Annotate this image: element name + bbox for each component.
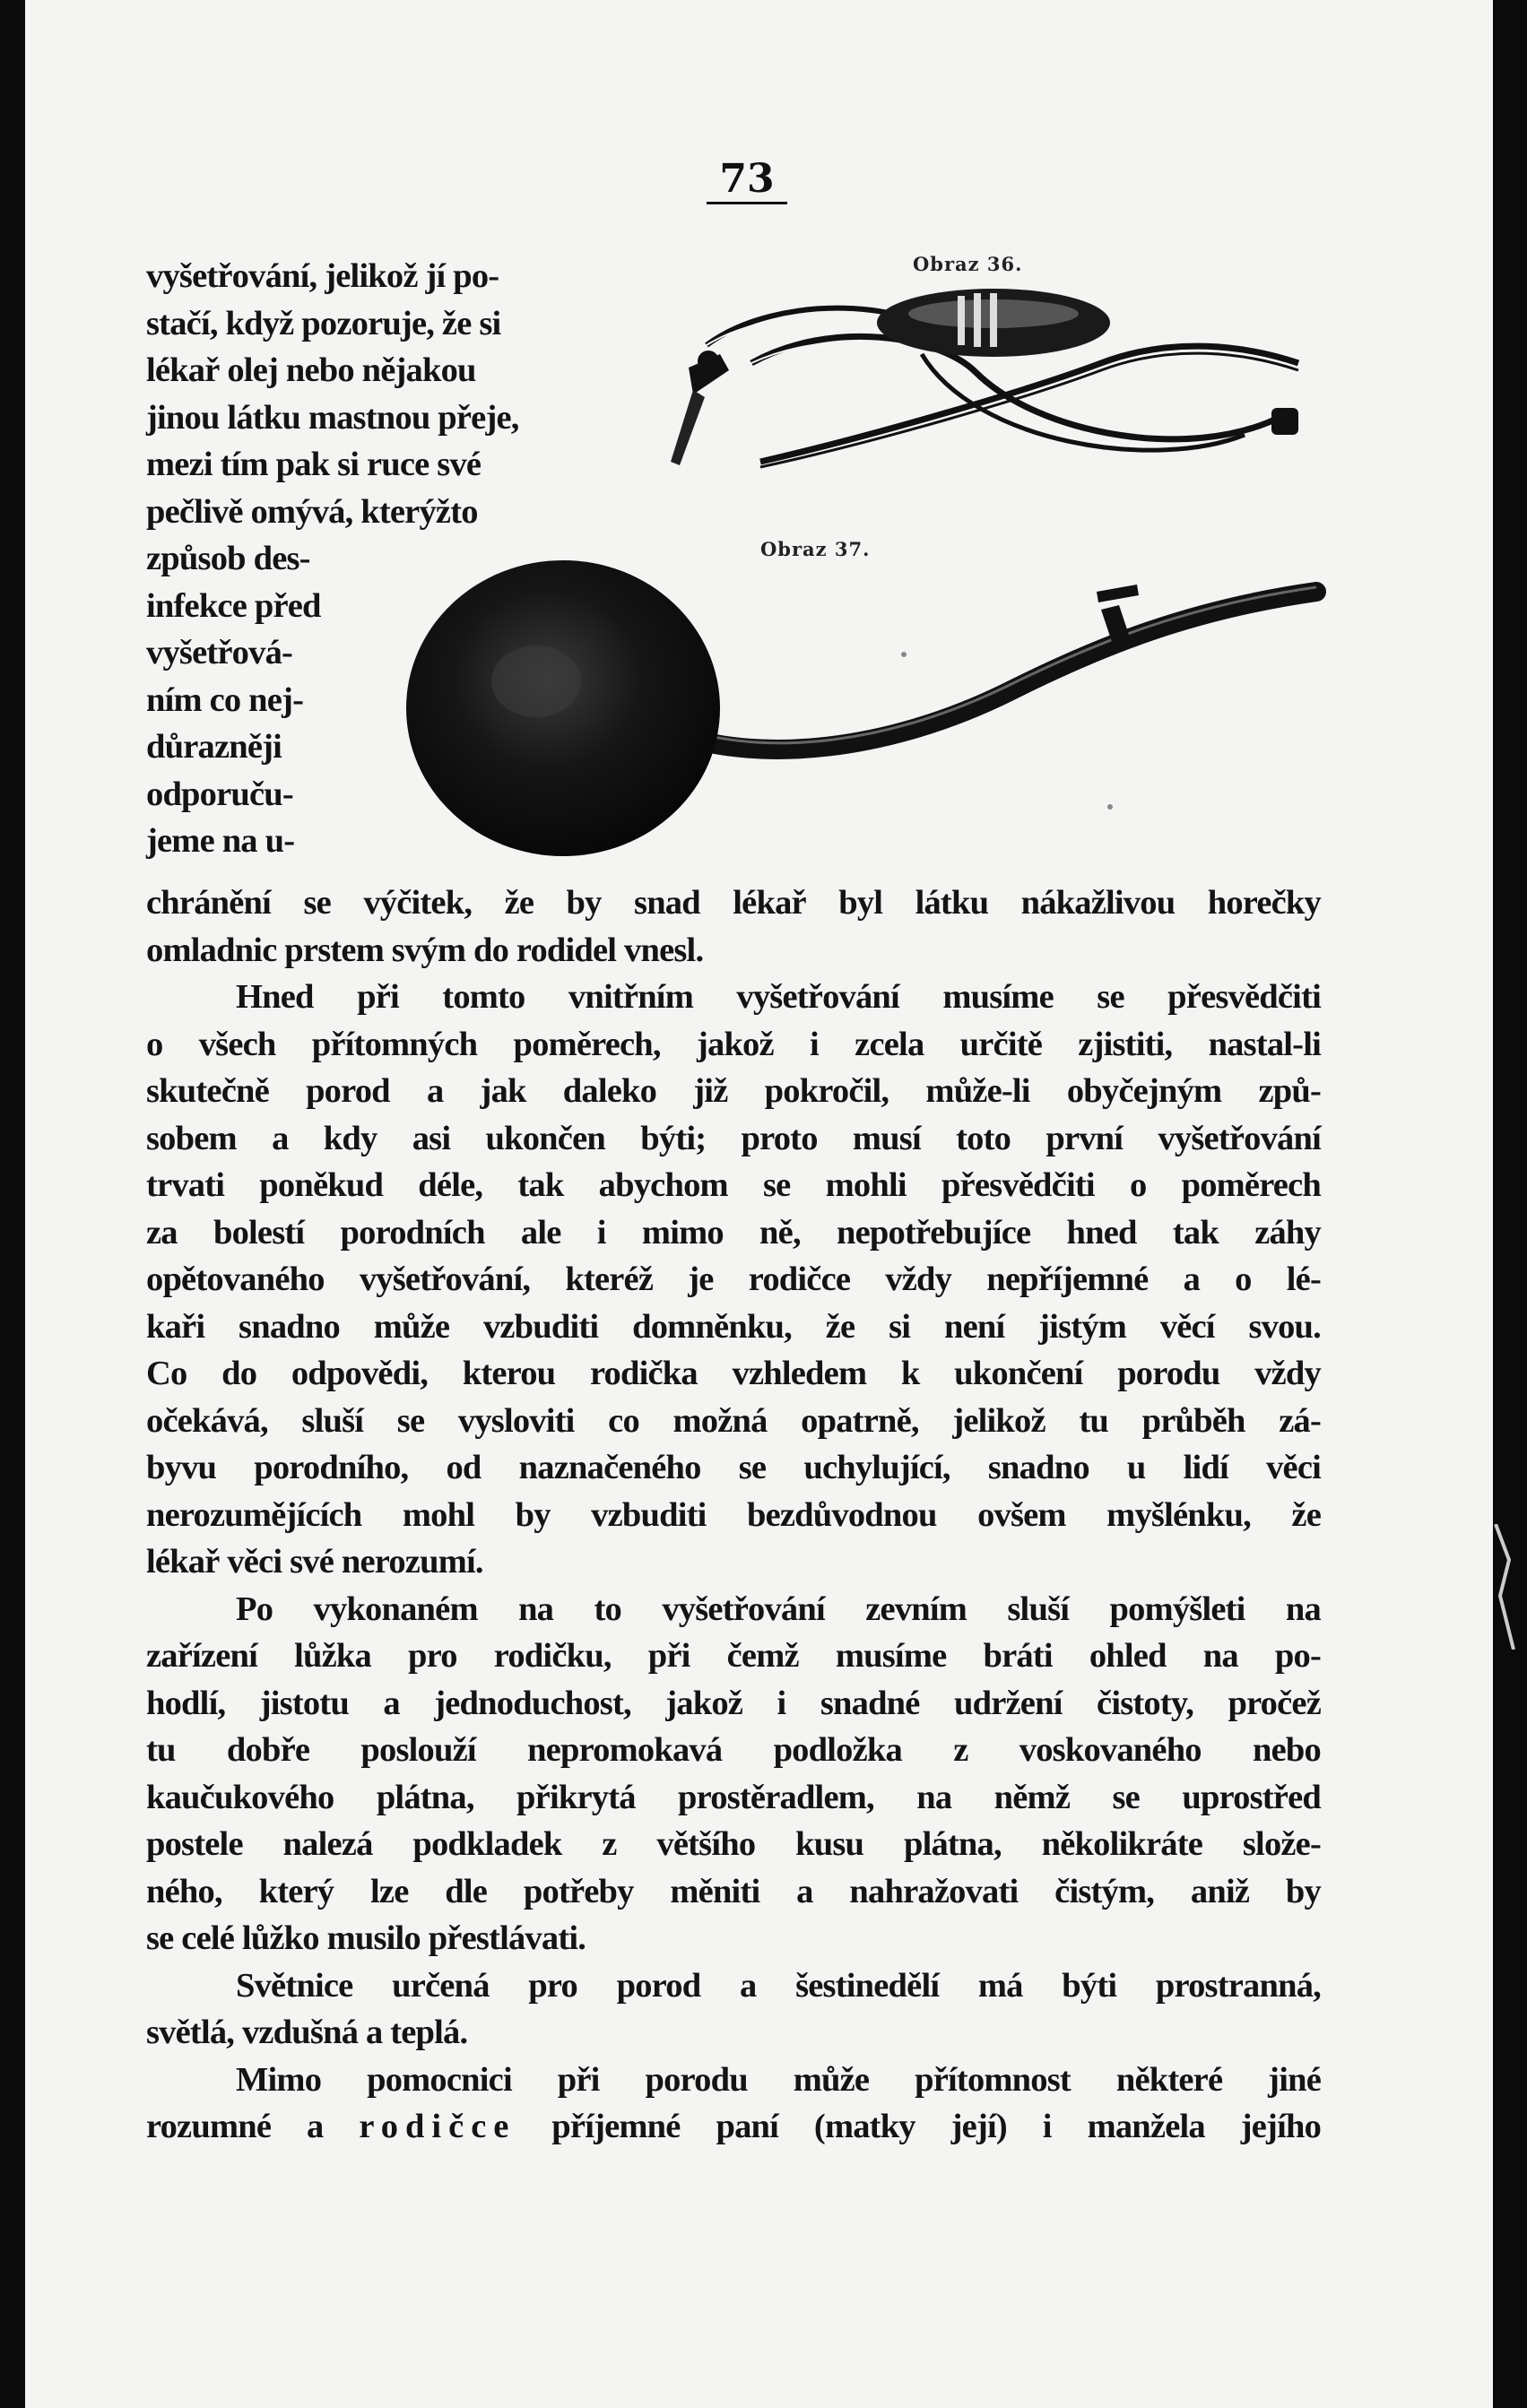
text-line: ním co nej-	[146, 680, 304, 719]
text-line: za bolestí porodních ale i mimo ně, nepotřebujíce hned tak záhy	[146, 1213, 1321, 1252]
text-line: lékař olej nebo nějakou	[146, 351, 476, 389]
spaced-word: rodičce	[359, 2108, 516, 2145]
text-line: hodlí, jistotu a jednoduchost, jakož i snadné udržení čistoty, pročež	[146, 1684, 1321, 1722]
text-line: důrazněji	[146, 728, 282, 766]
text-line: infekce před	[146, 586, 321, 625]
text-line: očekává, sluší se vysloviti co možná opatrně, jelikož tu průběh zá-	[146, 1401, 1321, 1440]
text-line: omladnic prstem svým do rodidel vnesl.	[146, 931, 704, 969]
body-text	[146, 879, 1321, 2151]
text-line: opětovaného vyšetřování, kteréž je rodičce vždy nepříjemné a o lé-	[146, 1260, 1321, 1298]
page-edge-mark	[1478, 1524, 1523, 1650]
text-line: způsob des-	[146, 540, 310, 577]
book-page	[25, 0, 1493, 2408]
page-number: 73	[707, 157, 787, 204]
text-line: skutečně porod a jak daleko již pokročil, může-li obyčejným způ-	[146, 1072, 1321, 1110]
text-line: zařízení lůžka pro rodičku, při čemž musíme bráti ohled na po-	[146, 1637, 1321, 1675]
text-line: jeme na u-	[146, 822, 295, 860]
text-line: stačí, když pozoruje, že si	[146, 304, 501, 342]
text-line: chránění se výčitek, že by snad lékař byl látku nákažlivou horečky	[146, 884, 1321, 922]
text-line: ného, který lze dle potřeby měniti a nahražovati čistým, aniž by	[146, 1872, 1321, 1910]
text-line: se celé lůžko musilo přestlávati.	[146, 1919, 586, 1957]
wrapped-text-block	[146, 253, 684, 865]
text-line	[146, 2103, 1321, 2151]
text-line: trvati poněkud déle, tak abychom se mohli přesvědčiti o poměrech	[146, 1166, 1321, 1204]
figure-37-caption: Obraz 37.	[760, 538, 871, 560]
text-line: nerozumějících mohl by vzbuditi bezdůvodnou ovšem myšlénku, že	[146, 1495, 1321, 1534]
text-line: postele nalezá podkladek z většího kusu plátna, několikráte slože-	[146, 1825, 1321, 1863]
text-line: Mimo pomocnici při porodu může přítomnost některé jiné	[236, 2060, 1321, 2099]
text-line: o všech přítomných poměrech, jakož i zcela určitě zjistiti, nastal-li	[146, 1025, 1321, 1063]
text-line: Hned při tomto vnitřním vyšetřování musíme se přesvědčiti	[236, 978, 1321, 1016]
text-line: lékař věci své nerozumí.	[146, 1543, 483, 1581]
text-line: kaři snadno může vzbuditi domněnku, že si není jistým věcí svou.	[146, 1307, 1321, 1346]
text-line: Světnice určená pro porod a šestinedělí má býti prostranná,	[236, 1966, 1321, 2005]
text-fragment: příjemné paní (matky její) i manžela jejího	[551, 2108, 1322, 2145]
text-line: vyšetřování, jelikož jí po-	[146, 257, 499, 295]
text-line: byvu porodního, od naznačeného se uchylující, snadno u lidí věci	[146, 1449, 1321, 1486]
text-line: vyšetřová-	[146, 634, 293, 671]
text-line: světlá, vzdušná a teplá.	[146, 2014, 468, 2051]
rubber-bulb-syringe-icon	[653, 282, 1334, 489]
figure-36-caption: Obraz 36.	[913, 253, 1023, 275]
text-line: Co do odpovědi, kterou rodička vzhledem k ukončení porodu vždy	[146, 1355, 1321, 1392]
text-line: tu dobře poslouží nepromokavá podložka z voskovaného nebo	[146, 1731, 1321, 1769]
text-line: odporuču-	[146, 775, 293, 813]
text-line: mezi tím pak si ruce své	[146, 446, 482, 483]
text-line: jinou látku mastnou přeje,	[146, 398, 519, 437]
text-line: Po vykonaném na to vyšetřování zevním sluší pomýšleti na	[236, 1589, 1321, 1628]
text-line: sobem a kdy asi ukončen býti; proto musí toto první vyšetřování	[146, 1119, 1321, 1157]
text-fragment: rozumné a	[146, 2108, 324, 2145]
text-line: pečlivě omývá, kterýžto	[146, 492, 478, 531]
text-line: kaučukového plátna, přikrytá prostěradlem, na němž se uprostřed	[146, 1778, 1321, 1816]
